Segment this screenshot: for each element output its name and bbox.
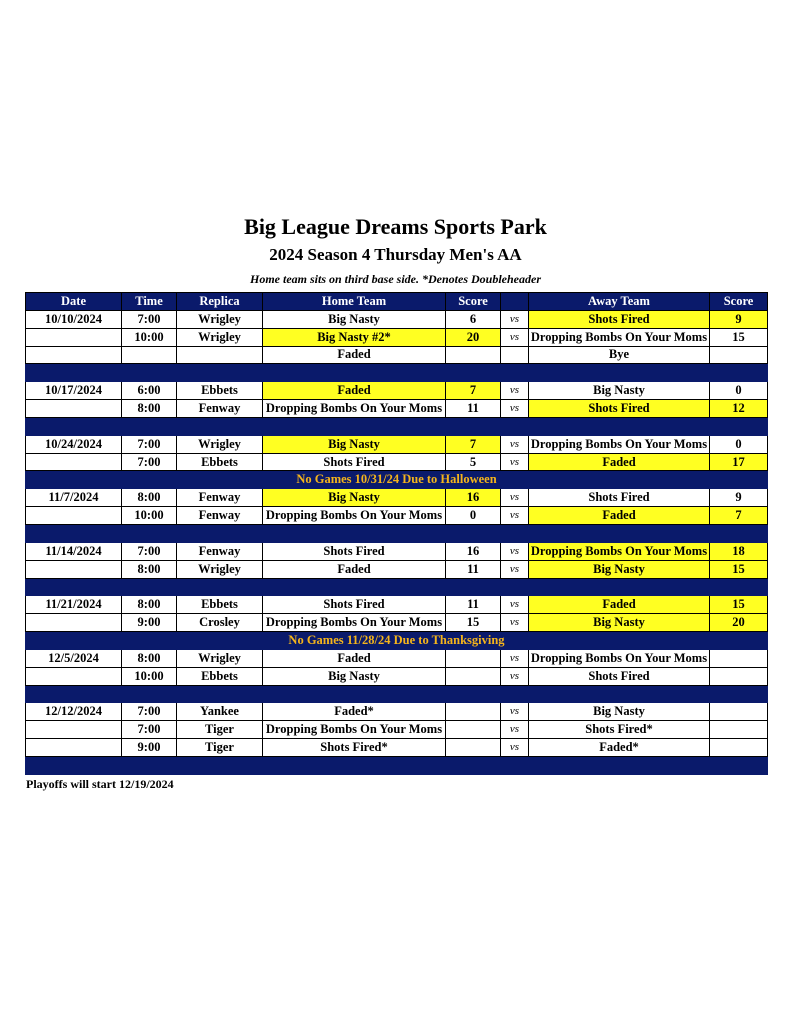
separator-cell — [177, 364, 263, 382]
home-score — [446, 649, 501, 667]
game-date — [26, 346, 122, 364]
vs-label: vs — [501, 560, 529, 578]
game-date — [26, 560, 122, 578]
home-score: 11 — [446, 400, 501, 418]
separator-cell — [26, 578, 122, 596]
home-team — [263, 400, 446, 418]
away-team: Shots Fired — [529, 667, 710, 685]
game-row — [26, 453, 768, 471]
game-row — [26, 400, 768, 418]
separator-cell — [263, 685, 446, 703]
away-score: 15 — [710, 596, 768, 614]
separator-cell — [26, 524, 122, 542]
game-row — [26, 382, 768, 400]
separator-cell — [177, 756, 263, 774]
away-team: Big Nasty — [529, 703, 710, 721]
separator-cell — [263, 578, 446, 596]
game-date: 10/17/2024 — [26, 382, 122, 400]
home-team: Faded — [263, 346, 446, 364]
separator-cell — [122, 756, 177, 774]
game-date: 10/24/2024 — [26, 435, 122, 453]
away-score: 15 — [710, 328, 768, 346]
separator-cell — [529, 524, 710, 542]
game-field: Fenway — [177, 542, 263, 560]
game-field: Yankee — [177, 703, 263, 721]
game-date: 12/12/2024 — [26, 703, 122, 721]
week-separator — [26, 756, 768, 774]
away-team — [529, 649, 710, 667]
game-time: 8:00 — [122, 596, 177, 614]
game-date — [26, 667, 122, 685]
separator-cell — [263, 364, 446, 382]
game-row — [26, 346, 768, 364]
vs-label: vs — [501, 435, 529, 453]
team-name-text: Dropping Bombs On Your Moms — [265, 400, 443, 415]
playoffs-note: Playoffs will start 12/19/2024 — [26, 777, 174, 791]
page-subtitle: 2024 Season 4 Thursday Men's AA — [269, 245, 522, 264]
away-team: Shots Fired — [529, 489, 710, 507]
separator-cell — [501, 364, 529, 382]
away-team: Faded — [529, 507, 710, 525]
separator-cell — [710, 417, 768, 435]
separator-cell — [446, 756, 501, 774]
separator-cell — [501, 417, 529, 435]
home-score — [446, 346, 501, 364]
away-team — [529, 328, 710, 346]
notice-text: No Games 11/28/24 Due to Thanksgiving — [26, 632, 768, 650]
game-date: 11/21/2024 — [26, 596, 122, 614]
header-time: Time — [122, 293, 177, 311]
vs-label: vs — [501, 596, 529, 614]
game-field: Wrigley — [177, 310, 263, 328]
home-team: Shots Fired — [263, 542, 446, 560]
away-team: Faded — [529, 453, 710, 471]
away-team: Bye — [529, 346, 710, 364]
home-team: Big Nasty — [263, 489, 446, 507]
game-row — [26, 542, 768, 560]
game-time — [122, 346, 177, 364]
home-score — [446, 703, 501, 721]
away-score — [710, 346, 768, 364]
header-row — [26, 293, 768, 311]
notice-row — [26, 632, 768, 650]
away-team: Shots Fired — [529, 400, 710, 418]
header-vs — [501, 293, 529, 311]
separator-cell — [529, 364, 710, 382]
game-field: Fenway — [177, 400, 263, 418]
home-team: Faded* — [263, 703, 446, 721]
separator-cell — [529, 685, 710, 703]
game-field: Wrigley — [177, 649, 263, 667]
home-score: 20 — [446, 328, 501, 346]
separator-cell — [501, 685, 529, 703]
week-separator — [26, 578, 768, 596]
away-score: 18 — [710, 542, 768, 560]
game-time: 7:00 — [122, 310, 177, 328]
separator-cell — [710, 756, 768, 774]
header-replica: Replica — [177, 293, 263, 311]
home-score: 11 — [446, 596, 501, 614]
game-time: 7:00 — [122, 542, 177, 560]
away-team: Shots Fired* — [529, 721, 710, 739]
game-time: 7:00 — [122, 721, 177, 739]
vs-label: vs — [501, 453, 529, 471]
vs-label: vs — [501, 614, 529, 632]
game-row — [26, 721, 768, 739]
away-score — [710, 703, 768, 721]
separator-cell — [529, 417, 710, 435]
team-name-text: Dropping Bombs On Your Moms — [530, 543, 708, 558]
separator-cell — [501, 524, 529, 542]
vs-label: vs — [501, 328, 529, 346]
game-time: 7:00 — [122, 703, 177, 721]
header-home-score: Score — [446, 293, 501, 311]
team-name-text: Dropping Bombs On Your Moms — [265, 615, 443, 630]
separator-cell — [122, 578, 177, 596]
team-name-text: Dropping Bombs On Your Moms — [265, 722, 443, 737]
away-team: Big Nasty — [529, 382, 710, 400]
home-team: Faded — [263, 649, 446, 667]
home-score — [446, 739, 501, 757]
separator-cell — [446, 417, 501, 435]
page-title: Big League Dreams Sports Park — [244, 214, 547, 239]
game-date — [26, 507, 122, 525]
vs-label: vs — [501, 489, 529, 507]
away-team: Big Nasty — [529, 560, 710, 578]
game-time: 8:00 — [122, 400, 177, 418]
game-field: Wrigley — [177, 328, 263, 346]
separator-cell — [177, 417, 263, 435]
away-score: 12 — [710, 400, 768, 418]
game-row — [26, 507, 768, 525]
away-team: Shots Fired — [529, 310, 710, 328]
game-time: 7:00 — [122, 453, 177, 471]
game-time: 9:00 — [122, 614, 177, 632]
game-field: Crosley — [177, 614, 263, 632]
game-time: 10:00 — [122, 507, 177, 525]
game-date — [26, 614, 122, 632]
home-score: 7 — [446, 382, 501, 400]
separator-cell — [446, 364, 501, 382]
home-team — [263, 507, 446, 525]
home-team: Big Nasty — [263, 435, 446, 453]
game-date — [26, 453, 122, 471]
game-field: Fenway — [177, 507, 263, 525]
home-team — [263, 614, 446, 632]
away-score — [710, 739, 768, 757]
separator-cell — [263, 756, 446, 774]
home-team: Shots Fired — [263, 453, 446, 471]
home-team: Faded — [263, 382, 446, 400]
separator-cell — [710, 524, 768, 542]
home-team: Big Nasty — [263, 667, 446, 685]
home-score: 0 — [446, 507, 501, 525]
vs-label: vs — [501, 507, 529, 525]
vs-label: vs — [501, 649, 529, 667]
game-field: Wrigley — [177, 560, 263, 578]
game-date — [26, 739, 122, 757]
vs-label: vs — [501, 382, 529, 400]
away-team — [529, 435, 710, 453]
game-time: 8:00 — [122, 560, 177, 578]
game-time: 9:00 — [122, 739, 177, 757]
separator-cell — [529, 756, 710, 774]
game-date: 10/10/2024 — [26, 310, 122, 328]
separator-cell — [177, 524, 263, 542]
separator-cell — [710, 685, 768, 703]
schedule-note: Home team sits on third base side. *Denotes Doubleheader — [250, 272, 541, 286]
game-field: Ebbets — [177, 596, 263, 614]
home-team: Shots Fired* — [263, 739, 446, 757]
game-date: 11/14/2024 — [26, 542, 122, 560]
home-score: 16 — [446, 542, 501, 560]
game-field: Tiger — [177, 739, 263, 757]
game-row — [26, 739, 768, 757]
notice-row — [26, 471, 768, 489]
separator-cell — [177, 578, 263, 596]
game-field — [177, 346, 263, 364]
game-field: Ebbets — [177, 453, 263, 471]
away-score — [710, 667, 768, 685]
team-name-text: Dropping Bombs On Your Moms — [530, 329, 708, 344]
game-time: 6:00 — [122, 382, 177, 400]
home-score: 15 — [446, 614, 501, 632]
away-score: 7 — [710, 507, 768, 525]
game-row — [26, 489, 768, 507]
game-time: 8:00 — [122, 489, 177, 507]
away-score: 17 — [710, 453, 768, 471]
separator-cell — [446, 578, 501, 596]
game-time: 7:00 — [122, 435, 177, 453]
vs-label: vs — [501, 400, 529, 418]
game-row — [26, 649, 768, 667]
away-score: 9 — [710, 310, 768, 328]
home-team: Big Nasty #2* — [263, 328, 446, 346]
vs-label: vs — [501, 721, 529, 739]
separator-cell — [177, 685, 263, 703]
notice-text: No Games 10/31/24 Due to Halloween — [26, 471, 768, 489]
away-team: Faded — [529, 596, 710, 614]
game-row — [26, 560, 768, 578]
separator-cell — [446, 685, 501, 703]
header-away-score: Score — [710, 293, 768, 311]
game-time: 10:00 — [122, 328, 177, 346]
away-team: Big Nasty — [529, 614, 710, 632]
game-field: Ebbets — [177, 382, 263, 400]
separator-cell — [26, 756, 122, 774]
game-row — [26, 435, 768, 453]
home-score — [446, 721, 501, 739]
game-date: 12/5/2024 — [26, 649, 122, 667]
home-team: Shots Fired — [263, 596, 446, 614]
separator-cell — [529, 578, 710, 596]
separator-cell — [26, 417, 122, 435]
vs-label: vs — [501, 739, 529, 757]
separator-cell — [26, 364, 122, 382]
separator-cell — [122, 524, 177, 542]
separator-cell — [122, 685, 177, 703]
away-team: Faded* — [529, 739, 710, 757]
away-score: 9 — [710, 489, 768, 507]
separator-cell — [122, 364, 177, 382]
vs-label: vs — [501, 542, 529, 560]
separator-cell — [26, 685, 122, 703]
away-score: 15 — [710, 560, 768, 578]
team-name-text: Dropping Bombs On Your Moms — [530, 436, 708, 451]
separator-cell — [263, 417, 446, 435]
home-score: 6 — [446, 310, 501, 328]
game-row — [26, 667, 768, 685]
game-row — [26, 703, 768, 721]
game-time: 10:00 — [122, 667, 177, 685]
header-date: Date — [26, 293, 122, 311]
away-team — [529, 542, 710, 560]
vs-label: vs — [501, 667, 529, 685]
home-score: 11 — [446, 560, 501, 578]
game-field: Wrigley — [177, 435, 263, 453]
week-separator — [26, 364, 768, 382]
home-team: Big Nasty — [263, 310, 446, 328]
separator-cell — [501, 756, 529, 774]
team-name-text: Dropping Bombs On Your Moms — [530, 650, 708, 665]
schedule-table — [25, 292, 768, 775]
week-separator — [26, 685, 768, 703]
home-score — [446, 667, 501, 685]
separator-cell — [710, 364, 768, 382]
vs-label: vs — [501, 310, 529, 328]
header-away-team: Away Team — [529, 293, 710, 311]
separator-cell — [501, 578, 529, 596]
home-team — [263, 721, 446, 739]
away-score — [710, 649, 768, 667]
separator-cell — [446, 524, 501, 542]
home-score: 16 — [446, 489, 501, 507]
week-separator — [26, 524, 768, 542]
game-time: 8:00 — [122, 649, 177, 667]
game-row — [26, 328, 768, 346]
home-team: Faded — [263, 560, 446, 578]
game-field: Ebbets — [177, 667, 263, 685]
separator-cell — [122, 417, 177, 435]
game-date — [26, 721, 122, 739]
vs-label: vs — [501, 703, 529, 721]
home-score: 5 — [446, 453, 501, 471]
away-score: 20 — [710, 614, 768, 632]
game-date: 11/7/2024 — [26, 489, 122, 507]
game-row — [26, 596, 768, 614]
team-name-text: Dropping Bombs On Your Moms — [265, 508, 443, 523]
game-row — [26, 310, 768, 328]
home-score: 7 — [446, 435, 501, 453]
game-field: Fenway — [177, 489, 263, 507]
separator-cell — [710, 578, 768, 596]
game-date — [26, 400, 122, 418]
game-row — [26, 614, 768, 632]
away-score: 0 — [710, 382, 768, 400]
game-field: Tiger — [177, 721, 263, 739]
header-home-team: Home Team — [263, 293, 446, 311]
vs-label — [501, 346, 529, 364]
separator-cell — [263, 524, 446, 542]
schedule-body — [26, 310, 768, 774]
away-score — [710, 721, 768, 739]
week-separator — [26, 417, 768, 435]
game-date — [26, 328, 122, 346]
away-score: 0 — [710, 435, 768, 453]
